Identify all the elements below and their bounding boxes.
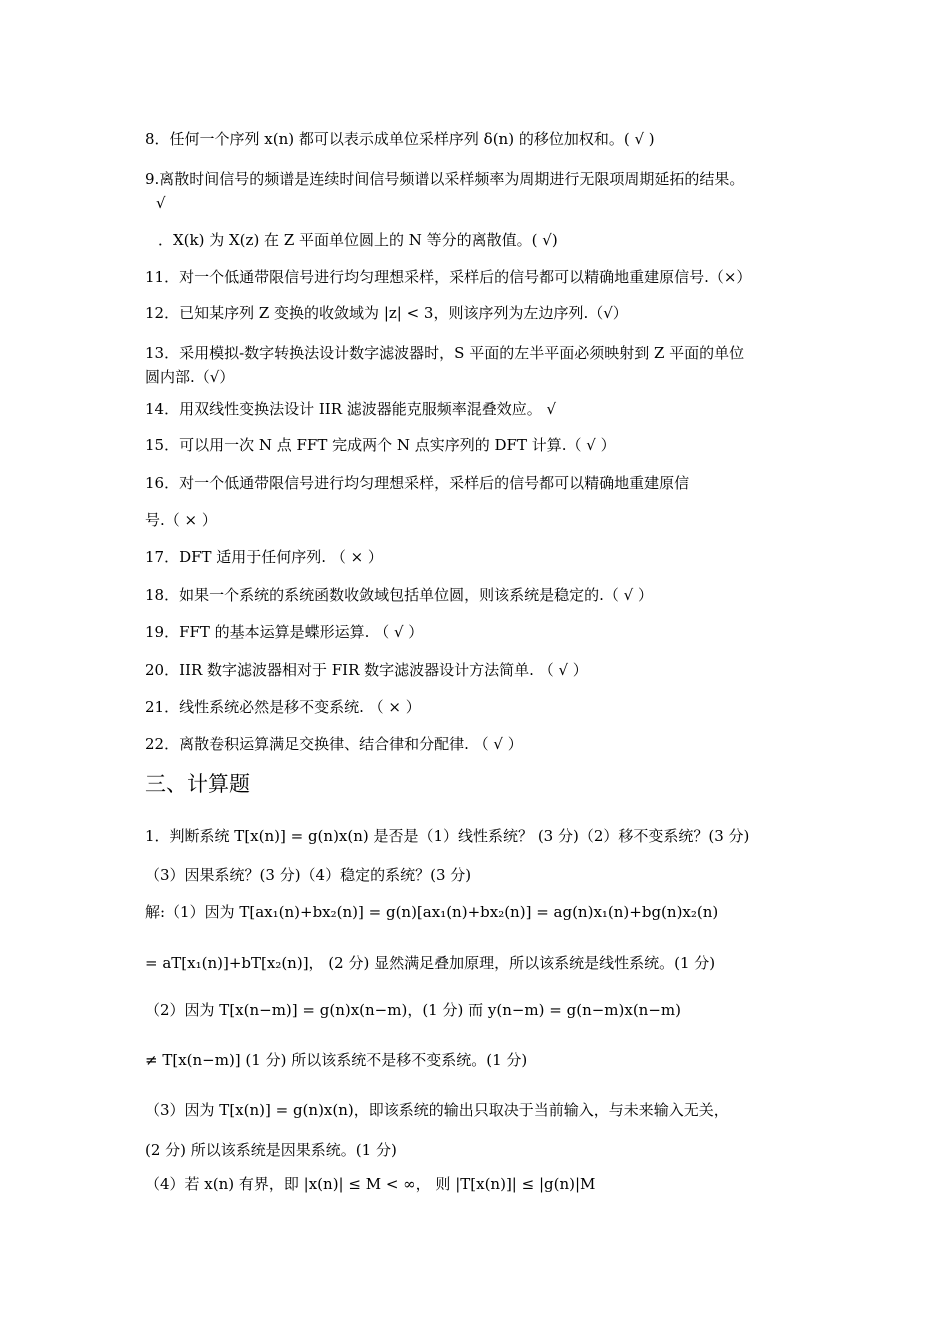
problem-1-statement: 1．判断系统 T[x(n)] = g(n)x(n) 是否是（1）线性系统？ (3 分)（2）移不变系统？(3 分) — [145, 827, 750, 845]
solution-part-3-cont: (2 分) 所以该系统是因果系统。(1 分) — [145, 1141, 397, 1159]
item-20: 20．IIR 数字滤波器相对于 FIR 数字滤波器设计方法简单. （ √ ） — [145, 661, 588, 679]
item-17: 17．DFT 适用于任何序列. （ × ） — [145, 548, 383, 566]
item-9-answer: √ — [156, 194, 166, 212]
item-15: 15．可以用一次 N 点 FFT 完成两个 N 点实序列的 DFT 计算.（ √ ） — [145, 436, 616, 454]
item-10: ．X(k) 为 X(z) 在 Z 平面单位圆上的 N 等分的离散值。( √) — [158, 231, 558, 249]
solution-part-2-cont: ≠ T[x(n−m)] (1 分) 所以该系统不是移不变系统。(1 分) — [145, 1051, 528, 1069]
item-18: 18．如果一个系统的系统函数收敛域包括单位圆，则该系统是稳定的.（ √ ） — [145, 586, 653, 604]
item-14: 14．用双线性变换法设计 IIR 滤波器能克服频率混叠效应。 √ — [145, 400, 557, 418]
item-22: 22．离散卷积运算满足交换律、结合律和分配律. （ √ ） — [145, 735, 523, 753]
solution-part-1: 解:（1）因为 T[ax₁(n)+bx₂(n)] = g(n)[ax₁(n)+bx₂(n)] = ag(n)x₁(n)+bg(n)x₂(n) — [145, 903, 719, 921]
item-16: 16．对一个低通带限信号进行均匀理想采样，采样后的信号都可以精确地重建原信 — [145, 474, 690, 492]
solution-part-2: （2）因为 T[x(n−m)] = g(n)x(n−m)，(1 分) 而 y(n−m) = g(n−m)x(n−m) — [145, 1001, 681, 1019]
solution-part-1-cont: = aT[x₁(n)]+bT[x₂(n)]， (2 分) 显然满足叠加原理，所以该系统是线性系统。(1 分) — [145, 954, 716, 972]
problem-1-statement-cont: （3）因果系统？(3 分)（4）稳定的系统？(3 分) — [145, 866, 472, 884]
item-12: 12．已知某序列 Z 变换的收敛域为 |z| < 3，则该序列为左边序列.（√） — [145, 304, 628, 322]
item-8: 8．任何一个序列 x(n) 都可以表示成单位采样序列 δ(n) 的移位加权和。( √ ) — [145, 130, 655, 148]
solution-part-3: （3）因为 T[x(n)] = g(n)x(n)，即该系统的输出只取决于当前输入，与未来输入无关， — [145, 1101, 729, 1119]
item-9: 9.离散时间信号的频谱是连续时间信号频谱以采样频率为周期进行无限项周期延拓的结果。 — [145, 170, 745, 188]
item-11: 11．对一个低通带限信号进行均匀理想采样，采样后的信号都可以精确地重建原信号.（×） — [145, 268, 752, 286]
item-19: 19．FFT 的基本运算是蝶形运算. （ √ ） — [145, 623, 424, 641]
item-16-cont: 号.（ × ） — [145, 511, 217, 529]
section-title: 三、计算题 — [145, 772, 250, 796]
item-13-cont: 圆内部.（√） — [145, 368, 235, 386]
item-13: 13．采用模拟-数字转换法设计数字滤波器时，S 平面的左半平面必须映射到 Z 平面的单位 — [145, 344, 745, 362]
item-21: 21．线性系统必然是移不变系统. （ × ） — [145, 698, 421, 716]
solution-part-4: （4）若 x(n) 有界，即 |x(n)| ≤ M < ∞， 则 |T[x(n)]| ≤ |g(n)|M — [145, 1175, 596, 1193]
